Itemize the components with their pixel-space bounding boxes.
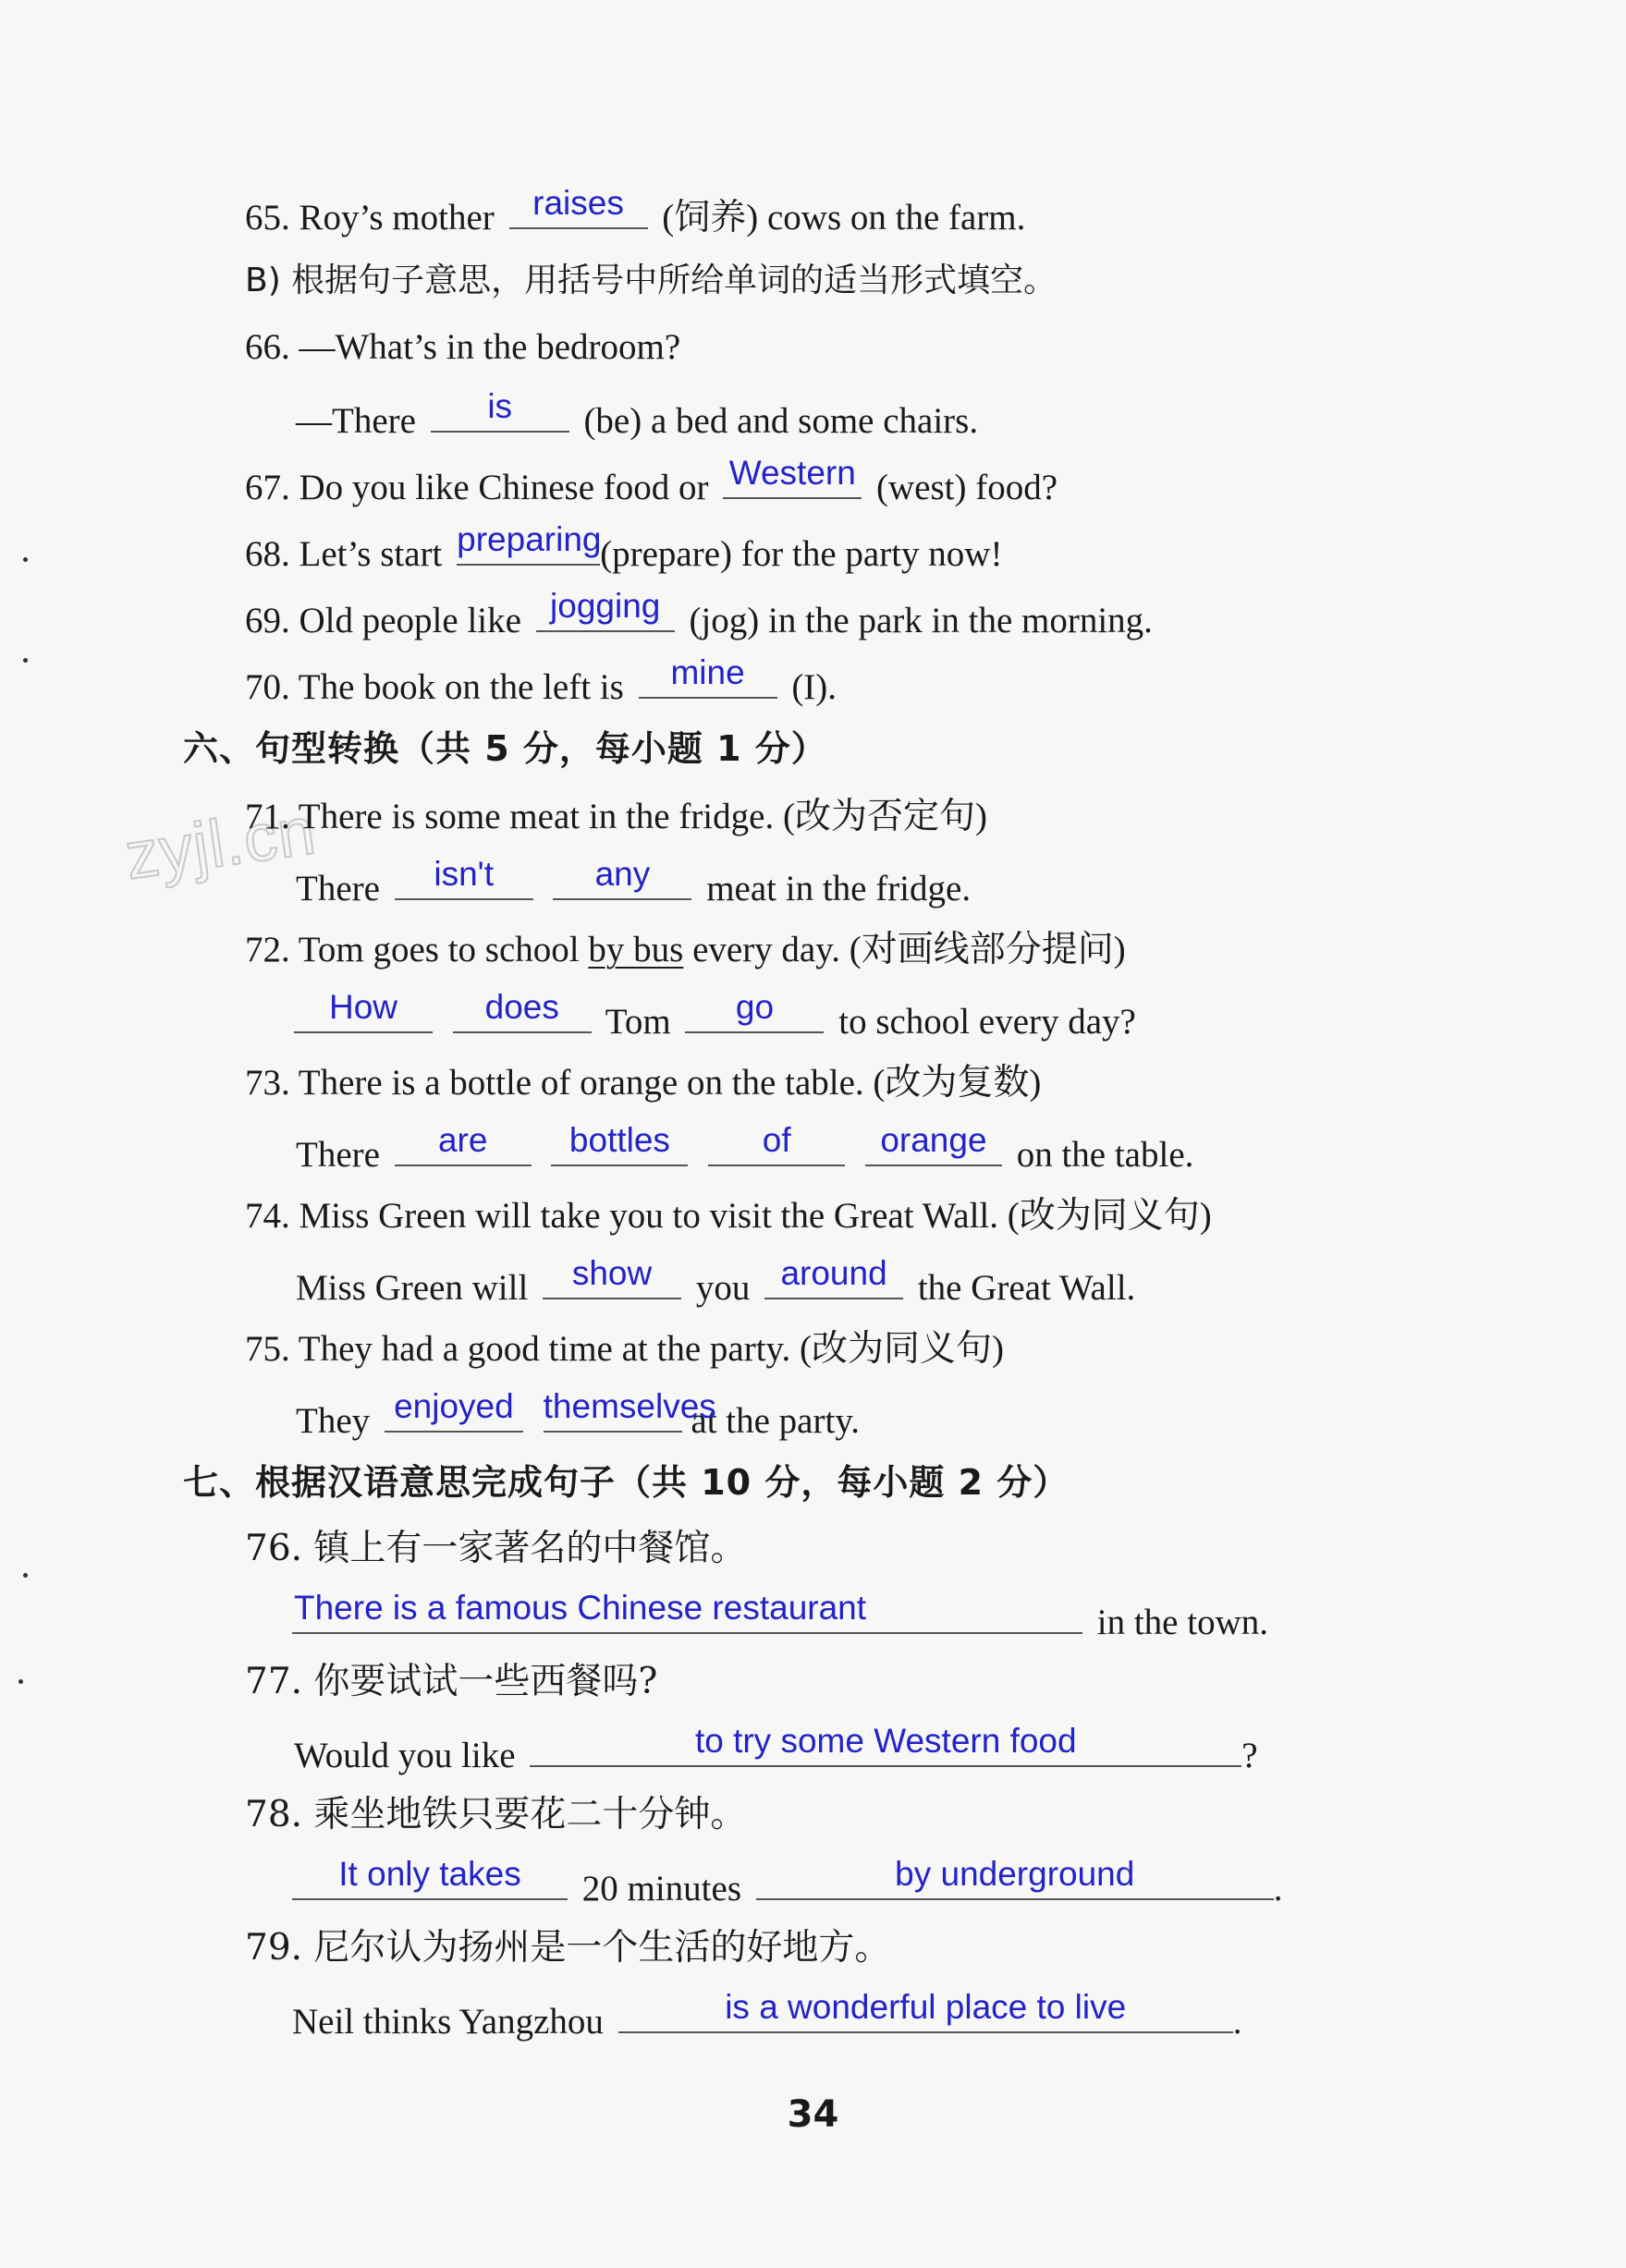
question-65 [245, 184, 1026, 240]
q73-answer-1: are [437, 1121, 488, 1159]
q65-suffix: (饲养) cows on the farm. [662, 198, 1026, 238]
q73-suffix: on the table. [1016, 1135, 1194, 1175]
q74-blank-1 [543, 1254, 681, 1299]
q75-blank-2 [543, 1387, 716, 1433]
q67-blank [723, 454, 862, 499]
q79-answer: is a wonderful place to live [725, 1988, 1127, 2026]
watermark-logo: zyjl.cn [120, 793, 321, 895]
q71-blank-2 [553, 855, 691, 900]
q69-suffix: (jog) in the park in the morning. [689, 601, 1153, 640]
q73-answer-4: orange [880, 1121, 987, 1159]
q78-blank-2 [756, 1855, 1274, 1900]
q75-answer-2: themselves [543, 1387, 716, 1425]
q72-blank-3 [685, 988, 824, 1033]
q79-blank [618, 1988, 1233, 2033]
q76-blank [292, 1589, 1082, 1634]
q71-prefix: There [296, 869, 380, 908]
page-number: 34 [787, 2093, 839, 2136]
q73-answer-2: bottles [568, 1121, 670, 1159]
question-75: 75. They had a good time at the party. (改为同义句) [245, 1329, 1004, 1369]
q68-suffix: (prepare) for the party now! [600, 534, 1003, 574]
q71-suffix: meat in the fridge. [706, 869, 972, 908]
question-66-answer-line [296, 387, 979, 444]
q73-answer-3: of [762, 1121, 791, 1159]
question-76: 76. 镇上有一家著名的中餐馆。 [245, 1528, 747, 1569]
q70-suffix: (I). [791, 667, 837, 707]
q78-blank-1 [292, 1855, 568, 1900]
q69-prefix: 69. Old people like [245, 601, 521, 640]
q72-mid: Tom [605, 1002, 671, 1042]
question-71: 71. There is some meat in the fridge. (改为否定句) [245, 797, 987, 836]
question-72 [245, 928, 1126, 972]
question-71-answer-line [296, 855, 972, 911]
q68-prefix: 68. Let’s start [245, 534, 443, 574]
q65-answer: raises [532, 184, 624, 222]
q79-prefix: Neil thinks Yangzhou [292, 2002, 604, 2042]
q77-suffix: ? [1241, 1736, 1258, 1775]
q75-suffix: at the party. [691, 1401, 861, 1441]
q72-blank-1 [294, 988, 433, 1033]
q77-blank [530, 1722, 1241, 1767]
q68-answer: preparing [457, 520, 602, 558]
q75-blank-1 [385, 1387, 523, 1433]
question-78: 78. 乘坐地铁只要花二十分钟。 [245, 1794, 747, 1835]
q79-suffix: . [1232, 2002, 1242, 2042]
q77-prefix: Would you like [294, 1736, 516, 1775]
q76-answer: There is a famous Chinese restaurant [294, 1589, 867, 1627]
q74-mid: you [695, 1268, 751, 1308]
q74-prefix: Miss Green will [296, 1268, 529, 1308]
q66-prefix: —There [296, 401, 416, 441]
question-79: 79. 尼尔认为扬州是一个生活的好地方。 [245, 1927, 891, 1969]
q73-prefix: There [296, 1135, 380, 1175]
margin-mark [23, 557, 28, 562]
section-6-heading: 六、句型转换（共 5 分，每小题 1 分） [183, 728, 827, 769]
q72-answer-1: How [328, 988, 398, 1026]
q71-blank-1 [395, 855, 533, 900]
question-74: 74. Miss Green will take you to visit the Great Wall. (改为同义句) [245, 1196, 1212, 1236]
q70-blank [639, 653, 777, 699]
q68-blank [457, 520, 602, 566]
q70-prefix: 70. The book on the left is [245, 667, 624, 707]
q74-answer-1: show [571, 1254, 653, 1292]
q67-prefix: 67. Do you like Chinese food or [245, 468, 709, 507]
q72-prefix: 72. Tom goes to school [245, 930, 580, 969]
q69-blank [536, 587, 675, 632]
q69-answer: jogging [550, 587, 661, 625]
q67-answer: Western [728, 454, 856, 492]
q66-blank [431, 387, 569, 433]
q66-suffix: (be) a bed and some chairs. [583, 401, 979, 441]
q78-answer-1: It only takes [338, 1855, 521, 1893]
q73-blank-2 [551, 1121, 688, 1166]
question-77-answer-line [294, 1722, 1258, 1778]
q70-answer: mine [670, 653, 745, 691]
question-72-answer-line [294, 988, 1136, 1044]
question-67 [245, 454, 1058, 510]
q75-prefix: They [296, 1401, 371, 1441]
margin-mark [23, 658, 28, 663]
q74-blank-2 [764, 1254, 903, 1299]
q78-answer-2: by underground [895, 1855, 1135, 1893]
margin-mark [18, 1679, 23, 1684]
question-69 [245, 587, 1153, 643]
q78-mid: 20 minutes [581, 1869, 741, 1908]
margin-mark [23, 1573, 28, 1578]
q73-blank-1 [395, 1121, 532, 1166]
question-76-answer-line [292, 1589, 1268, 1645]
q73-blank-3 [708, 1121, 845, 1166]
question-70 [245, 653, 837, 710]
q77-answer: to try some Western food [694, 1722, 1077, 1760]
q73-blank-4 [865, 1121, 1002, 1166]
q75-answer-1: enjoyed [394, 1387, 514, 1425]
section-b-instruction: B) 根据句子意思，用括号中所给单词的适当形式填空。 [245, 262, 1058, 299]
q74-answer-2: around [780, 1254, 887, 1292]
question-68 [245, 520, 1003, 577]
q72-answer-3: go [735, 988, 775, 1026]
question-74-answer-line [296, 1254, 1136, 1311]
q65-prefix: 65. Roy’s mother [245, 198, 495, 238]
q66-answer: is [487, 387, 513, 425]
question-79-answer-line [292, 1988, 1242, 2044]
q72-suffix: every day. (对画线部分提问) [692, 930, 1126, 969]
question-75-answer-line [296, 1387, 861, 1444]
q72-answer-suffix: to school every day? [838, 1002, 1136, 1042]
question-78-answer-line [292, 1855, 1283, 1911]
question-77: 77. 你要试试一些西餐吗? [245, 1661, 658, 1702]
q76-suffix: in the town. [1096, 1603, 1268, 1642]
q72-answer-2: does [484, 988, 559, 1026]
question-73: 73. There is a bottle of orange on the table. (改为复数) [245, 1063, 1042, 1103]
q65-blank [509, 184, 648, 229]
question-66: 66. —What’s in the bedroom? [245, 327, 681, 367]
q71-answer-1: isn't [434, 855, 495, 893]
q67-suffix: (west) food? [876, 468, 1058, 507]
section-7-heading: 七、根据汉语意思完成句子（共 10 分，每小题 2 分） [183, 1462, 1070, 1503]
question-73-answer-line [296, 1121, 1194, 1177]
q78-suffix: . [1273, 1869, 1283, 1908]
q72-underlined: by bus [588, 930, 684, 969]
q71-answer-2: any [594, 855, 651, 893]
q74-suffix: the Great Wall. [917, 1268, 1136, 1308]
q72-blank-2 [453, 988, 592, 1033]
